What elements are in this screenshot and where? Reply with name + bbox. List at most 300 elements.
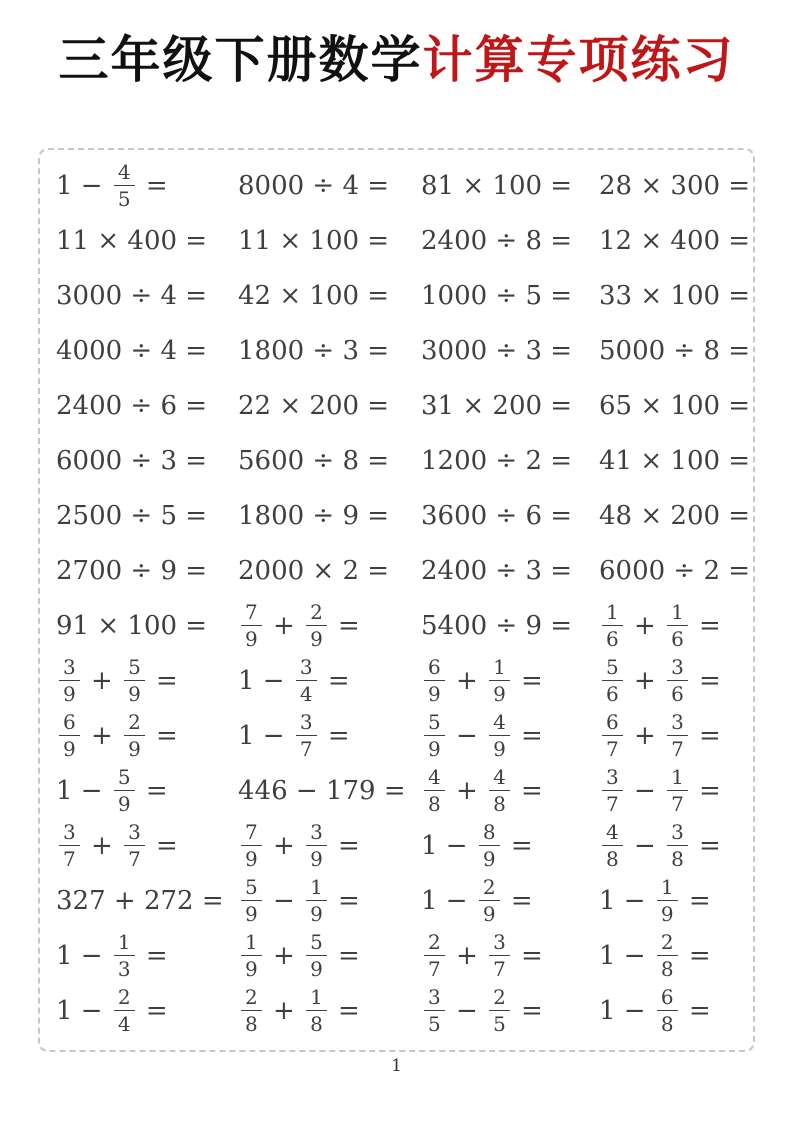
problem <box>599 543 753 598</box>
fraction-denominator: 7 <box>671 792 684 816</box>
math-term: 2400 ÷ 6 = <box>56 390 208 421</box>
math-term: = <box>690 665 721 696</box>
fraction <box>479 876 500 925</box>
problem <box>421 323 599 378</box>
math-term: = <box>502 885 533 916</box>
math-term: 2700 ÷ 9 = <box>56 555 208 586</box>
problem <box>238 323 421 378</box>
problem <box>238 543 421 598</box>
fraction-denominator: 9 <box>63 737 76 761</box>
math-term: 65 × 100 = <box>599 390 751 421</box>
math-term: + <box>264 830 304 861</box>
math-term: + <box>625 665 665 696</box>
fraction <box>306 876 327 925</box>
math-term: 6000 ÷ 3 = <box>56 445 208 476</box>
fraction <box>114 986 135 1035</box>
fraction-denominator: 8 <box>660 1012 674 1036</box>
problem <box>599 653 753 708</box>
fraction-denominator: 7 <box>428 957 441 981</box>
fraction <box>424 711 445 760</box>
problem <box>599 158 753 213</box>
fraction-numerator: 5 <box>602 656 623 681</box>
fraction-numerator: 3 <box>306 821 327 846</box>
page-title-black: 三年级下册数学 <box>58 30 423 89</box>
fraction <box>241 821 262 870</box>
fraction <box>306 931 327 980</box>
problem <box>421 268 599 323</box>
math-term: 12 × 400 = <box>599 225 751 256</box>
fraction-numerator: 1 <box>489 656 510 681</box>
fraction-denominator: 9 <box>660 902 674 926</box>
math-term: 327 + 272 = <box>56 885 224 916</box>
page-number: 1 <box>391 1056 402 1076</box>
math-term: 1 − <box>56 940 111 971</box>
math-term: 1000 ÷ 5 = <box>421 280 573 311</box>
math-term: + <box>625 720 665 751</box>
problem <box>56 708 238 763</box>
fraction-denominator: 4 <box>299 682 313 706</box>
problem <box>599 873 753 928</box>
problem <box>56 543 238 598</box>
math-term: 446 − 179 = <box>238 775 406 806</box>
math-term: 42 × 100 = <box>238 280 390 311</box>
math-term: 1 − <box>599 940 654 971</box>
math-term: 8000 ÷ 4 = <box>238 170 390 201</box>
math-term: 31 × 200 = <box>421 390 573 421</box>
fraction <box>489 711 510 760</box>
fraction-denominator: 7 <box>63 847 76 871</box>
fraction <box>241 601 262 650</box>
math-term: = <box>319 665 350 696</box>
problem <box>599 323 753 378</box>
math-term: = <box>137 170 168 201</box>
math-term: = <box>329 610 360 641</box>
math-term: = <box>137 775 168 806</box>
fraction <box>602 766 623 815</box>
math-term: 11 × 400 = <box>56 225 208 256</box>
fraction-numerator: 2 <box>124 711 145 736</box>
math-term: − <box>264 885 304 916</box>
fraction-denominator: 4 <box>117 1012 131 1036</box>
math-term: + <box>447 775 487 806</box>
fraction-denominator: 6 <box>606 627 619 651</box>
fraction <box>59 711 80 760</box>
fraction-denominator: 6 <box>606 682 619 706</box>
fraction-denominator: 9 <box>482 902 496 926</box>
problem <box>238 598 421 653</box>
fraction-numerator: 2 <box>479 876 500 901</box>
math-term: + <box>447 940 487 971</box>
problem <box>238 653 421 708</box>
problem <box>238 983 421 1038</box>
fraction-denominator: 9 <box>128 737 141 761</box>
problem <box>56 378 238 433</box>
problem <box>56 323 238 378</box>
math-term: 3600 ÷ 6 = <box>421 500 573 531</box>
math-term: 91 × 100 = <box>56 610 208 641</box>
math-term: 81 × 100 = <box>421 170 573 201</box>
fraction <box>59 656 80 705</box>
math-term: = <box>147 665 178 696</box>
fraction <box>424 656 445 705</box>
math-term: 22 × 200 = <box>238 390 390 421</box>
fraction-numerator: 2 <box>114 986 135 1011</box>
fraction-numerator: 3 <box>667 656 688 681</box>
fraction-numerator: 3 <box>124 821 145 846</box>
problem <box>421 818 599 873</box>
problem <box>56 433 238 488</box>
fraction-denominator: 9 <box>493 682 506 706</box>
worksheet-frame <box>38 148 755 1052</box>
math-term: = <box>680 940 711 971</box>
fraction <box>424 766 445 815</box>
math-term: − <box>625 830 665 861</box>
fraction-denominator: 9 <box>310 627 323 651</box>
fraction-numerator: 7 <box>241 821 262 846</box>
math-term: = <box>680 885 711 916</box>
problem <box>56 818 238 873</box>
math-term: + <box>82 720 122 751</box>
fraction <box>602 711 623 760</box>
fraction <box>667 601 688 650</box>
math-term: + <box>625 610 665 641</box>
fraction-denominator: 7 <box>606 792 619 816</box>
fraction-denominator: 7 <box>299 737 313 761</box>
problem <box>421 653 599 708</box>
problem <box>421 158 599 213</box>
fraction-numerator: 2 <box>241 986 262 1011</box>
problem <box>599 928 753 983</box>
fraction <box>667 766 688 815</box>
fraction-numerator: 3 <box>296 656 317 681</box>
math-term: 28 × 300 = <box>599 170 751 201</box>
fraction-denominator: 8 <box>493 792 506 816</box>
problem <box>238 488 421 543</box>
math-term: + <box>264 995 304 1026</box>
fraction-denominator: 5 <box>117 187 131 211</box>
fraction-numerator: 2 <box>657 931 678 956</box>
math-term: 1 − <box>238 665 293 696</box>
math-term: = <box>502 830 533 861</box>
math-term: − <box>447 995 487 1026</box>
fraction-denominator: 5 <box>493 1012 506 1036</box>
fraction <box>306 601 327 650</box>
fraction <box>489 931 510 980</box>
fraction <box>114 766 135 815</box>
math-term: 4000 ÷ 4 = <box>56 335 208 366</box>
fraction-denominator: 9 <box>128 682 141 706</box>
math-term: 2400 ÷ 8 = <box>421 225 573 256</box>
math-term: 41 × 100 = <box>599 445 751 476</box>
fraction-denominator: 7 <box>671 737 684 761</box>
fraction <box>424 931 445 980</box>
problem <box>599 708 753 763</box>
fraction-denominator: 9 <box>310 902 323 926</box>
problem <box>599 268 753 323</box>
problem <box>421 378 599 433</box>
fraction-numerator: 5 <box>114 766 135 791</box>
problem <box>56 158 238 213</box>
math-term: 2000 × 2 = <box>238 555 390 586</box>
math-term: 11 × 100 = <box>238 225 390 256</box>
problem <box>421 873 599 928</box>
problem <box>421 488 599 543</box>
fraction-numerator: 2 <box>424 931 445 956</box>
problem <box>421 983 599 1038</box>
fraction <box>602 821 623 870</box>
problem <box>421 928 599 983</box>
fraction-denominator: 9 <box>245 627 258 651</box>
fraction-denominator: 8 <box>428 792 441 816</box>
problem <box>238 708 421 763</box>
fraction-numerator: 1 <box>667 766 688 791</box>
math-term: 1 − <box>599 995 654 1026</box>
math-term: = <box>512 940 543 971</box>
math-term: + <box>82 665 122 696</box>
fraction <box>489 656 510 705</box>
fraction-numerator: 1 <box>657 876 678 901</box>
math-term: = <box>680 995 711 1026</box>
math-term: − <box>447 720 487 751</box>
math-term: = <box>690 610 721 641</box>
math-term: = <box>147 720 178 751</box>
problem <box>599 763 753 818</box>
fraction-denominator: 9 <box>493 737 506 761</box>
fraction-numerator: 2 <box>306 601 327 626</box>
math-term: = <box>512 995 543 1026</box>
fraction-denominator: 9 <box>482 847 496 871</box>
problem <box>238 928 421 983</box>
math-term: = <box>690 775 721 806</box>
fraction-numerator: 7 <box>241 601 262 626</box>
math-term: 1 − <box>421 830 476 861</box>
fraction-denominator: 9 <box>63 682 76 706</box>
fraction-numerator: 4 <box>489 766 510 791</box>
fraction-numerator: 5 <box>424 711 445 736</box>
fraction-numerator: 3 <box>59 821 80 846</box>
fraction-numerator: 6 <box>59 711 80 736</box>
fraction-denominator: 6 <box>671 627 684 651</box>
problem <box>56 873 238 928</box>
fraction-numerator: 2 <box>489 986 510 1011</box>
fraction <box>424 986 445 1035</box>
fraction-denominator: 8 <box>671 847 684 871</box>
fraction <box>306 821 327 870</box>
math-term: = <box>690 720 721 751</box>
fraction-denominator: 8 <box>310 1012 323 1036</box>
fraction-numerator: 1 <box>306 876 327 901</box>
fraction <box>657 876 678 925</box>
math-term: 1 − <box>599 885 654 916</box>
problem <box>238 158 421 213</box>
fraction-numerator: 3 <box>59 656 80 681</box>
fraction <box>667 656 688 705</box>
fraction <box>306 986 327 1035</box>
math-term: + <box>264 940 304 971</box>
fraction-numerator: 4 <box>424 766 445 791</box>
fraction <box>479 821 500 870</box>
math-term: 6000 ÷ 2 = <box>599 555 751 586</box>
math-term: 1 − <box>421 885 476 916</box>
math-term: = <box>512 775 543 806</box>
fraction-denominator: 8 <box>245 1012 258 1036</box>
fraction <box>296 711 317 760</box>
math-term: 3000 ÷ 3 = <box>421 335 573 366</box>
fraction <box>124 821 145 870</box>
page-title-red: 计算专项练习 <box>422 30 735 89</box>
fraction-denominator: 7 <box>606 737 619 761</box>
fraction-numerator: 1 <box>114 931 135 956</box>
math-term: 1800 ÷ 9 = <box>238 500 390 531</box>
fraction-numerator: 5 <box>241 876 262 901</box>
fraction <box>296 656 317 705</box>
problem <box>599 213 753 268</box>
math-term: = <box>329 885 360 916</box>
fraction-numerator: 1 <box>306 986 327 1011</box>
fraction-numerator: 3 <box>424 986 445 1011</box>
math-term: 1 − <box>238 720 293 751</box>
fraction-denominator: 7 <box>493 957 506 981</box>
math-term: = <box>137 940 168 971</box>
fraction-denominator: 9 <box>245 957 258 981</box>
math-term: 3000 ÷ 4 = <box>56 280 208 311</box>
fraction <box>489 986 510 1035</box>
fraction-numerator: 6 <box>602 711 623 736</box>
fraction <box>241 931 262 980</box>
math-term: 2400 ÷ 3 = <box>421 555 573 586</box>
fraction-denominator: 9 <box>310 957 323 981</box>
math-term: = <box>319 720 350 751</box>
fraction <box>667 821 688 870</box>
math-term: 1800 ÷ 3 = <box>238 335 390 366</box>
fraction <box>657 931 678 980</box>
problem <box>56 213 238 268</box>
problem <box>56 268 238 323</box>
problem <box>238 818 421 873</box>
fraction-denominator: 8 <box>660 957 674 981</box>
fraction-denominator: 6 <box>671 682 684 706</box>
math-term: 1 − <box>56 775 111 806</box>
math-term: 5400 ÷ 9 = <box>421 610 573 641</box>
fraction-numerator: 1 <box>241 931 262 956</box>
problem <box>238 433 421 488</box>
problem <box>421 708 599 763</box>
fraction-denominator: 9 <box>428 737 441 761</box>
math-term: + <box>264 610 304 641</box>
fraction-denominator: 5 <box>428 1012 441 1036</box>
math-term: = <box>329 995 360 1026</box>
problem <box>56 488 238 543</box>
math-term: + <box>82 830 122 861</box>
fraction-denominator: 9 <box>310 847 323 871</box>
math-term: 48 × 200 = <box>599 500 751 531</box>
problem <box>421 433 599 488</box>
fraction <box>124 711 145 760</box>
problem <box>238 873 421 928</box>
fraction-numerator: 1 <box>602 601 623 626</box>
fraction <box>602 656 623 705</box>
fraction-numerator: 3 <box>602 766 623 791</box>
problem <box>599 378 753 433</box>
problem <box>599 433 753 488</box>
problem <box>599 598 753 653</box>
math-term: − <box>625 775 665 806</box>
problem <box>56 598 238 653</box>
fraction <box>241 986 262 1035</box>
problem <box>56 763 238 818</box>
fraction-numerator: 3 <box>667 711 688 736</box>
fraction-denominator: 9 <box>245 902 258 926</box>
fraction-numerator: 6 <box>657 986 678 1011</box>
math-term: + <box>447 665 487 696</box>
problem <box>421 763 599 818</box>
math-term: 2500 ÷ 5 = <box>56 500 208 531</box>
math-term: 5000 ÷ 8 = <box>599 335 751 366</box>
fraction <box>241 876 262 925</box>
math-term: 1 − <box>56 170 111 201</box>
math-term: 5600 ÷ 8 = <box>238 445 390 476</box>
fraction-numerator: 5 <box>124 656 145 681</box>
fraction <box>667 711 688 760</box>
fraction-numerator: 5 <box>306 931 327 956</box>
fraction-numerator: 3 <box>489 931 510 956</box>
fraction-numerator: 1 <box>667 601 688 626</box>
problem <box>599 818 753 873</box>
problem <box>421 598 599 653</box>
fraction-numerator: 4 <box>489 711 510 736</box>
fraction <box>602 601 623 650</box>
fraction-denominator: 9 <box>428 682 441 706</box>
math-term: = <box>329 940 360 971</box>
fraction-numerator: 3 <box>296 711 317 736</box>
math-term: = <box>329 830 360 861</box>
math-term: = <box>512 720 543 751</box>
problem <box>421 213 599 268</box>
fraction-denominator: 8 <box>606 847 619 871</box>
fraction-denominator: 7 <box>128 847 141 871</box>
math-term: = <box>147 830 178 861</box>
fraction-denominator: 9 <box>245 847 258 871</box>
problem <box>56 983 238 1038</box>
problem <box>56 928 238 983</box>
problem <box>599 488 753 543</box>
math-term: = <box>137 995 168 1026</box>
fraction <box>114 161 135 210</box>
math-term: = <box>512 665 543 696</box>
fraction <box>489 766 510 815</box>
fraction-numerator: 6 <box>424 656 445 681</box>
fraction <box>124 656 145 705</box>
fraction <box>59 821 80 870</box>
math-term: 1200 ÷ 2 = <box>421 445 573 476</box>
problem <box>56 653 238 708</box>
fraction <box>657 986 678 1035</box>
fraction-numerator: 4 <box>602 821 623 846</box>
fraction-denominator: 9 <box>117 792 131 816</box>
fraction-numerator: 3 <box>667 821 688 846</box>
fraction <box>114 931 135 980</box>
problem <box>238 763 421 818</box>
fraction-numerator: 4 <box>114 161 135 186</box>
problem <box>238 213 421 268</box>
fraction-numerator: 8 <box>479 821 500 846</box>
page-title <box>0 30 793 90</box>
math-term: = <box>690 830 721 861</box>
problem <box>421 543 599 598</box>
worksheet-grid <box>56 158 753 1038</box>
problem <box>238 268 421 323</box>
math-term: 1 − <box>56 995 111 1026</box>
